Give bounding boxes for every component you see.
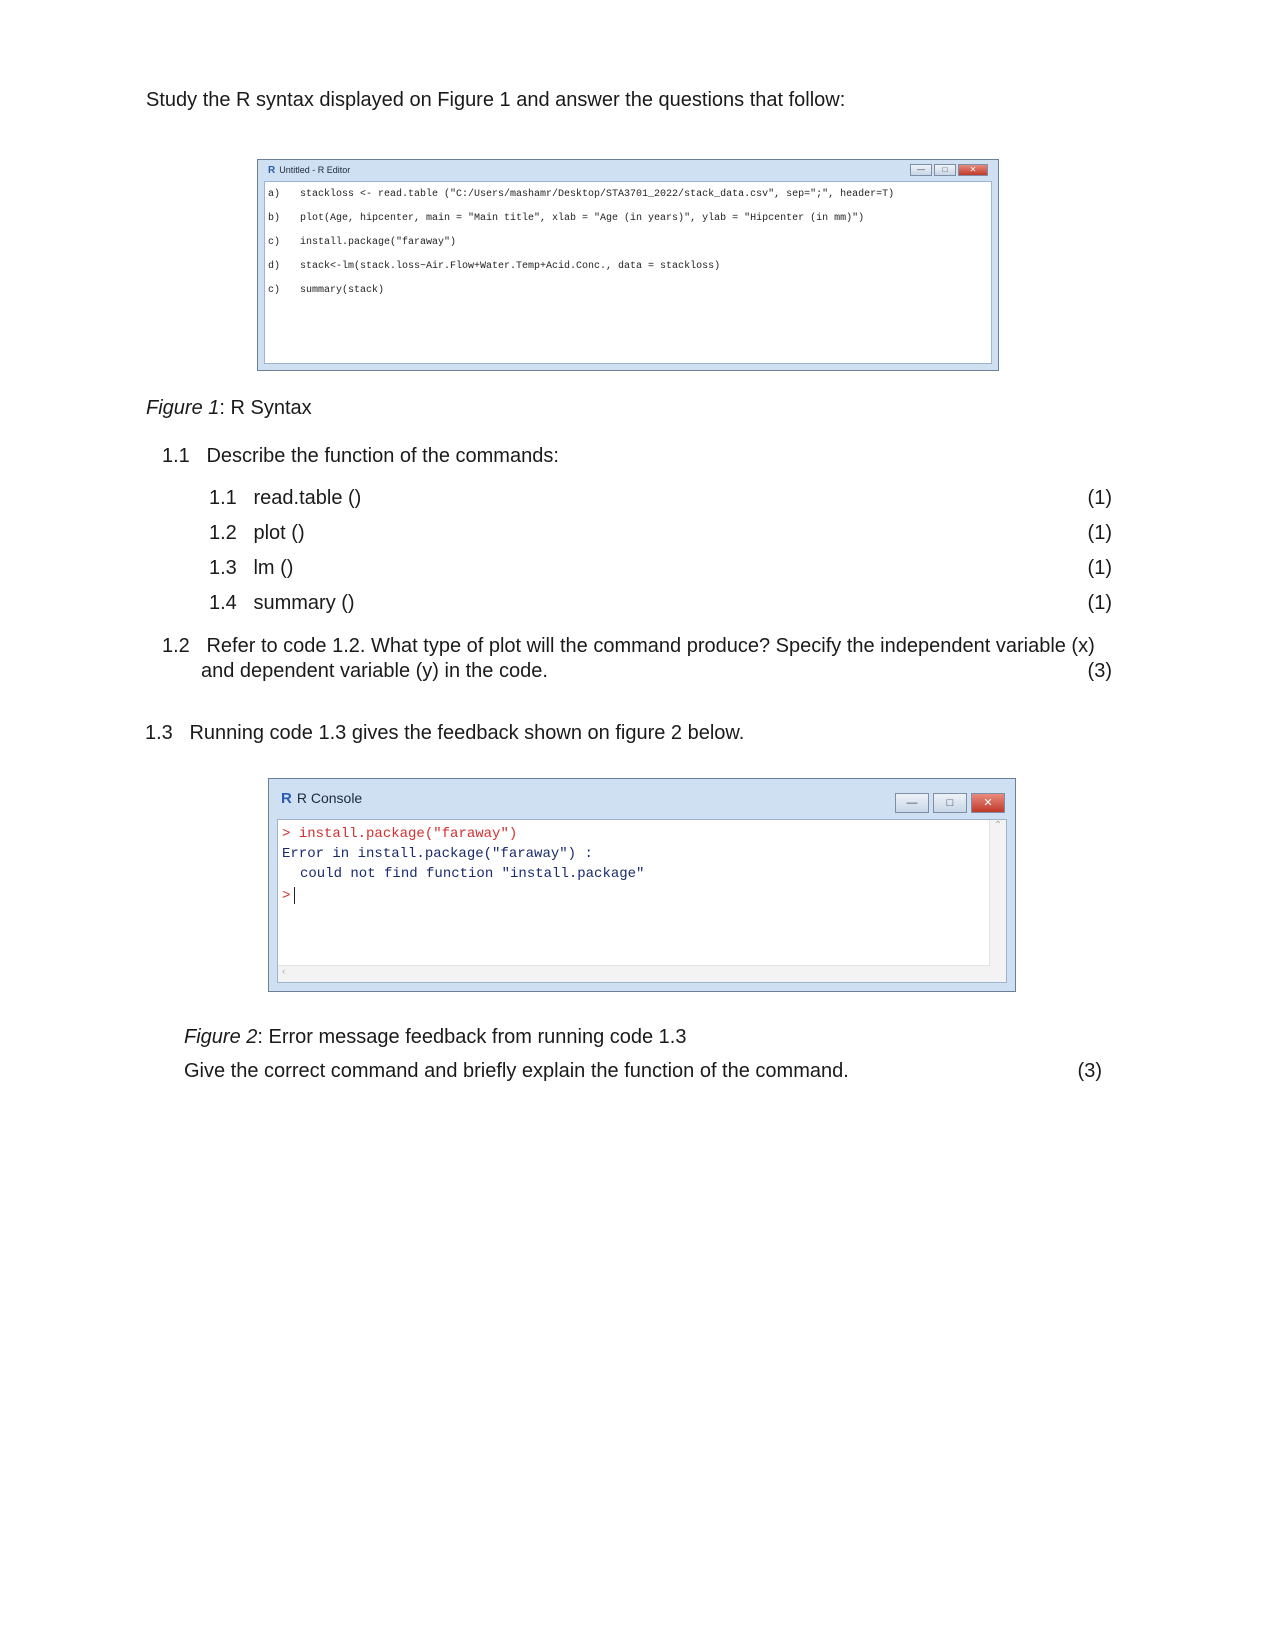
r-logo-icon: R [268,164,276,176]
prompt: > [282,888,291,905]
line-code: stackloss <- read.table ("C:/Users/mashamr/Desktop/STA3701_2022/stack_data.csv", sep=";", header=T) [300,189,895,200]
sub-question-4 [209,592,355,615]
sub-number: 1.3 [209,557,237,579]
horizontal-scrollbar[interactable] [278,965,990,982]
sub-text: plot () [253,522,305,544]
question-text: Running code 1.3 gives the feedback shown on figure 2 below. [189,722,745,744]
minimize-icon[interactable]: — [895,793,929,813]
maximize-icon[interactable]: □ [933,793,967,813]
sub-question-3 [209,557,293,580]
question-text-line-2: and dependent variable (y) in the code. [201,660,548,682]
figure-2-caption [184,1026,687,1049]
minimize-icon[interactable]: — [910,164,932,176]
question-1-3 [145,722,744,745]
scroll-up-icon[interactable]: ⌃ [993,820,1003,831]
text-cursor [294,887,295,904]
console-output-pane[interactable] [277,819,1007,983]
line-code: install.package("faraway") [300,237,457,248]
maximize-icon[interactable]: □ [934,164,956,176]
console-title: R Console [296,790,363,806]
close-icon[interactable]: ✕ [958,164,988,176]
line-code: summary(stack) [300,285,385,296]
question-text-line-1: Refer to code 1.2. What type of plot will the command produce? Specify the independent variable (x) [206,635,1095,657]
mark: (1) [1087,592,1112,614]
caption-text: : Error message feedback from running code 1.3 [257,1026,687,1048]
mark: (1) [1087,487,1112,509]
question-number: 1.1 [162,445,190,467]
mark: (1) [1087,557,1112,579]
mark: (3) [1087,660,1112,682]
sub-number: 1.4 [209,592,237,614]
r-console-window [268,778,1016,992]
sub-question-1 [209,487,361,510]
line-code: stack<-lm(stack.loss~Air.Flow+Water.Temp+Acid.Conc., data = stackloss) [300,261,721,272]
r-editor-window [257,159,999,371]
close-icon[interactable]: ✕ [971,793,1005,813]
intro-text: Study the R syntax displayed on Figure 1 and answer the questions that follow: [146,89,846,111]
sub-text: lm () [253,557,294,579]
line-label: c) [268,237,281,248]
sub-number: 1.1 [209,487,237,509]
caption-text: : R Syntax [219,397,312,419]
line-label: a) [268,189,281,200]
error-line-2: could not find function "install.package" [300,866,645,882]
final-question: Give the correct command and briefly explain the function of the command. [184,1060,849,1082]
editor-title: Untitled - R Editor [279,165,351,175]
mark: (1) [1087,522,1112,544]
figure-1-caption [146,397,312,420]
question-1-2 [162,635,1095,658]
mark: (3) [1077,1060,1102,1082]
figure-label: Figure 1 [146,397,220,419]
r-logo-icon: R [281,789,292,807]
line-label: c) [268,285,281,296]
sub-text: read.table () [253,487,362,509]
editor-titlebar [258,160,998,180]
sub-number: 1.2 [209,522,237,544]
figure-label: Figure 2 [184,1026,258,1048]
line-label: d) [268,261,281,272]
prompt: > [282,826,291,842]
line-code: plot(Age, hipcenter, main = "Main title", xlab = "Age (in years)", ylab = "Hipcenter (in mm)") [300,213,865,224]
console-command-line [282,826,517,842]
sub-text: summary () [253,592,355,614]
editor-code-pane[interactable] [264,181,992,364]
console-command: install.package("faraway") [298,826,518,842]
sub-question-2 [209,522,305,545]
vertical-scrollbar[interactable] [989,820,1006,982]
question-number: 1.2 [162,635,190,657]
error-line-1: Error in install.package("faraway") : [282,846,593,862]
scroll-left-icon[interactable]: ‹ [282,966,286,977]
console-input-line[interactable] [282,887,295,904]
line-label: b) [268,213,281,224]
question-text: Describe the function of the commands: [206,445,559,467]
question-1-1 [162,445,559,468]
question-number: 1.3 [145,722,173,744]
